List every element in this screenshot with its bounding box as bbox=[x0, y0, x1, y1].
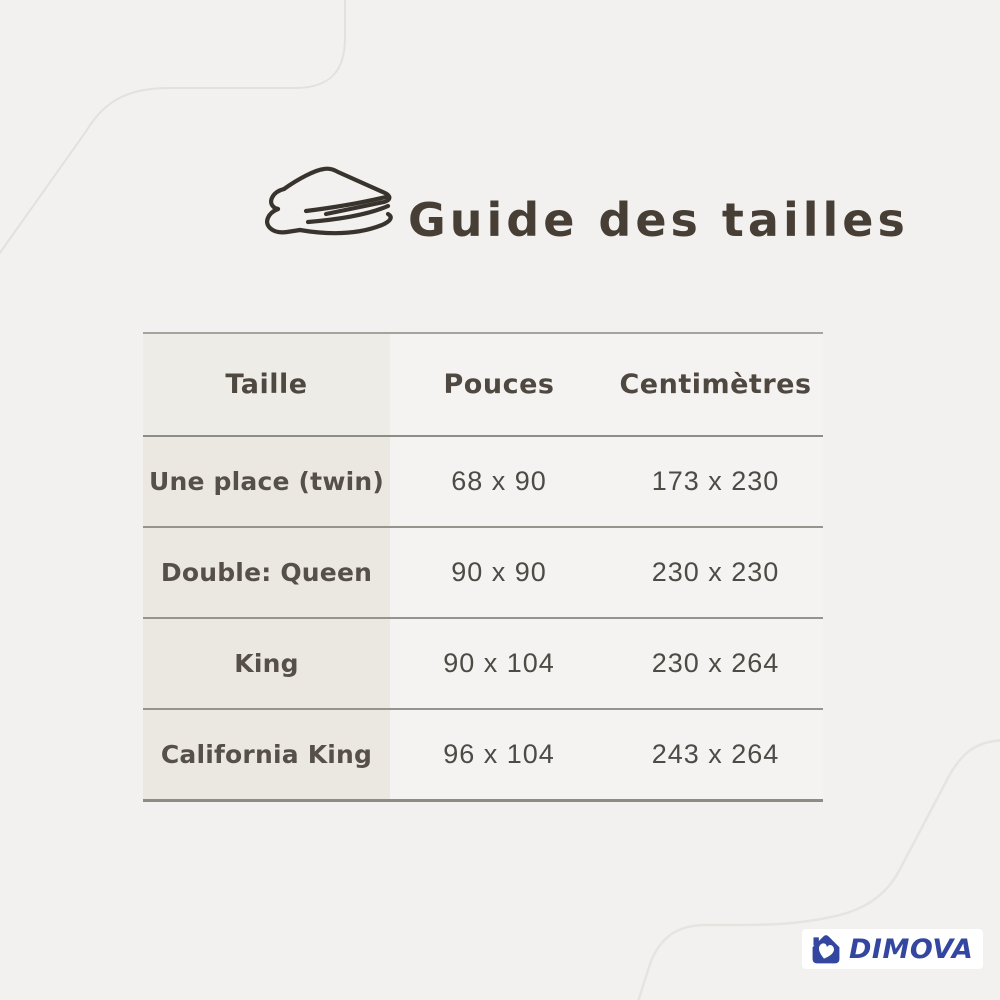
page-title: Guide des tailles bbox=[408, 193, 909, 247]
table-header-row bbox=[143, 334, 823, 437]
house-heart-icon bbox=[808, 932, 844, 966]
column-header-label: Centimètres bbox=[619, 369, 812, 400]
size-name-cell bbox=[143, 710, 390, 799]
size-name: Double: Queen bbox=[160, 558, 373, 587]
centimeters-value: 230 x 230 bbox=[651, 557, 780, 587]
column-header-label: Pouces bbox=[443, 369, 555, 400]
inches-value: 96 x 104 bbox=[443, 739, 555, 769]
centimeters-cell bbox=[608, 619, 823, 708]
table-row bbox=[143, 437, 823, 528]
table-row bbox=[143, 619, 823, 710]
size-name: California King bbox=[160, 740, 373, 769]
centimeters-cell bbox=[608, 437, 823, 526]
centimeters-value: 243 x 264 bbox=[651, 739, 780, 769]
size-name: King bbox=[234, 649, 299, 678]
inches-cell bbox=[390, 528, 608, 617]
inches-value: 68 x 90 bbox=[451, 466, 547, 496]
table-row bbox=[143, 528, 823, 619]
header-cell-taille bbox=[143, 334, 390, 435]
size-table bbox=[143, 332, 823, 802]
centimeters-value: 230 x 264 bbox=[651, 648, 780, 678]
inches-value: 90 x 90 bbox=[451, 557, 547, 587]
inches-cell bbox=[390, 619, 608, 708]
size-name-cell bbox=[143, 619, 390, 708]
folded-blanket-icon bbox=[260, 156, 400, 246]
inches-cell bbox=[390, 437, 608, 526]
centimeters-cell bbox=[608, 528, 823, 617]
size-name: Une place (twin) bbox=[148, 467, 385, 496]
centimeters-cell bbox=[608, 710, 823, 799]
size-name-cell bbox=[143, 528, 390, 617]
centimeters-value: 173 x 230 bbox=[651, 466, 780, 496]
inches-cell bbox=[390, 710, 608, 799]
column-header-label: Taille bbox=[225, 369, 308, 400]
brand-name: DIMOVA bbox=[849, 933, 974, 965]
header-cell-centimetres bbox=[608, 334, 823, 435]
brand-logo bbox=[802, 929, 983, 969]
table-row bbox=[143, 710, 823, 799]
header-cell-pouces bbox=[390, 334, 608, 435]
size-name-cell bbox=[143, 437, 390, 526]
inches-value: 90 x 104 bbox=[443, 648, 555, 678]
